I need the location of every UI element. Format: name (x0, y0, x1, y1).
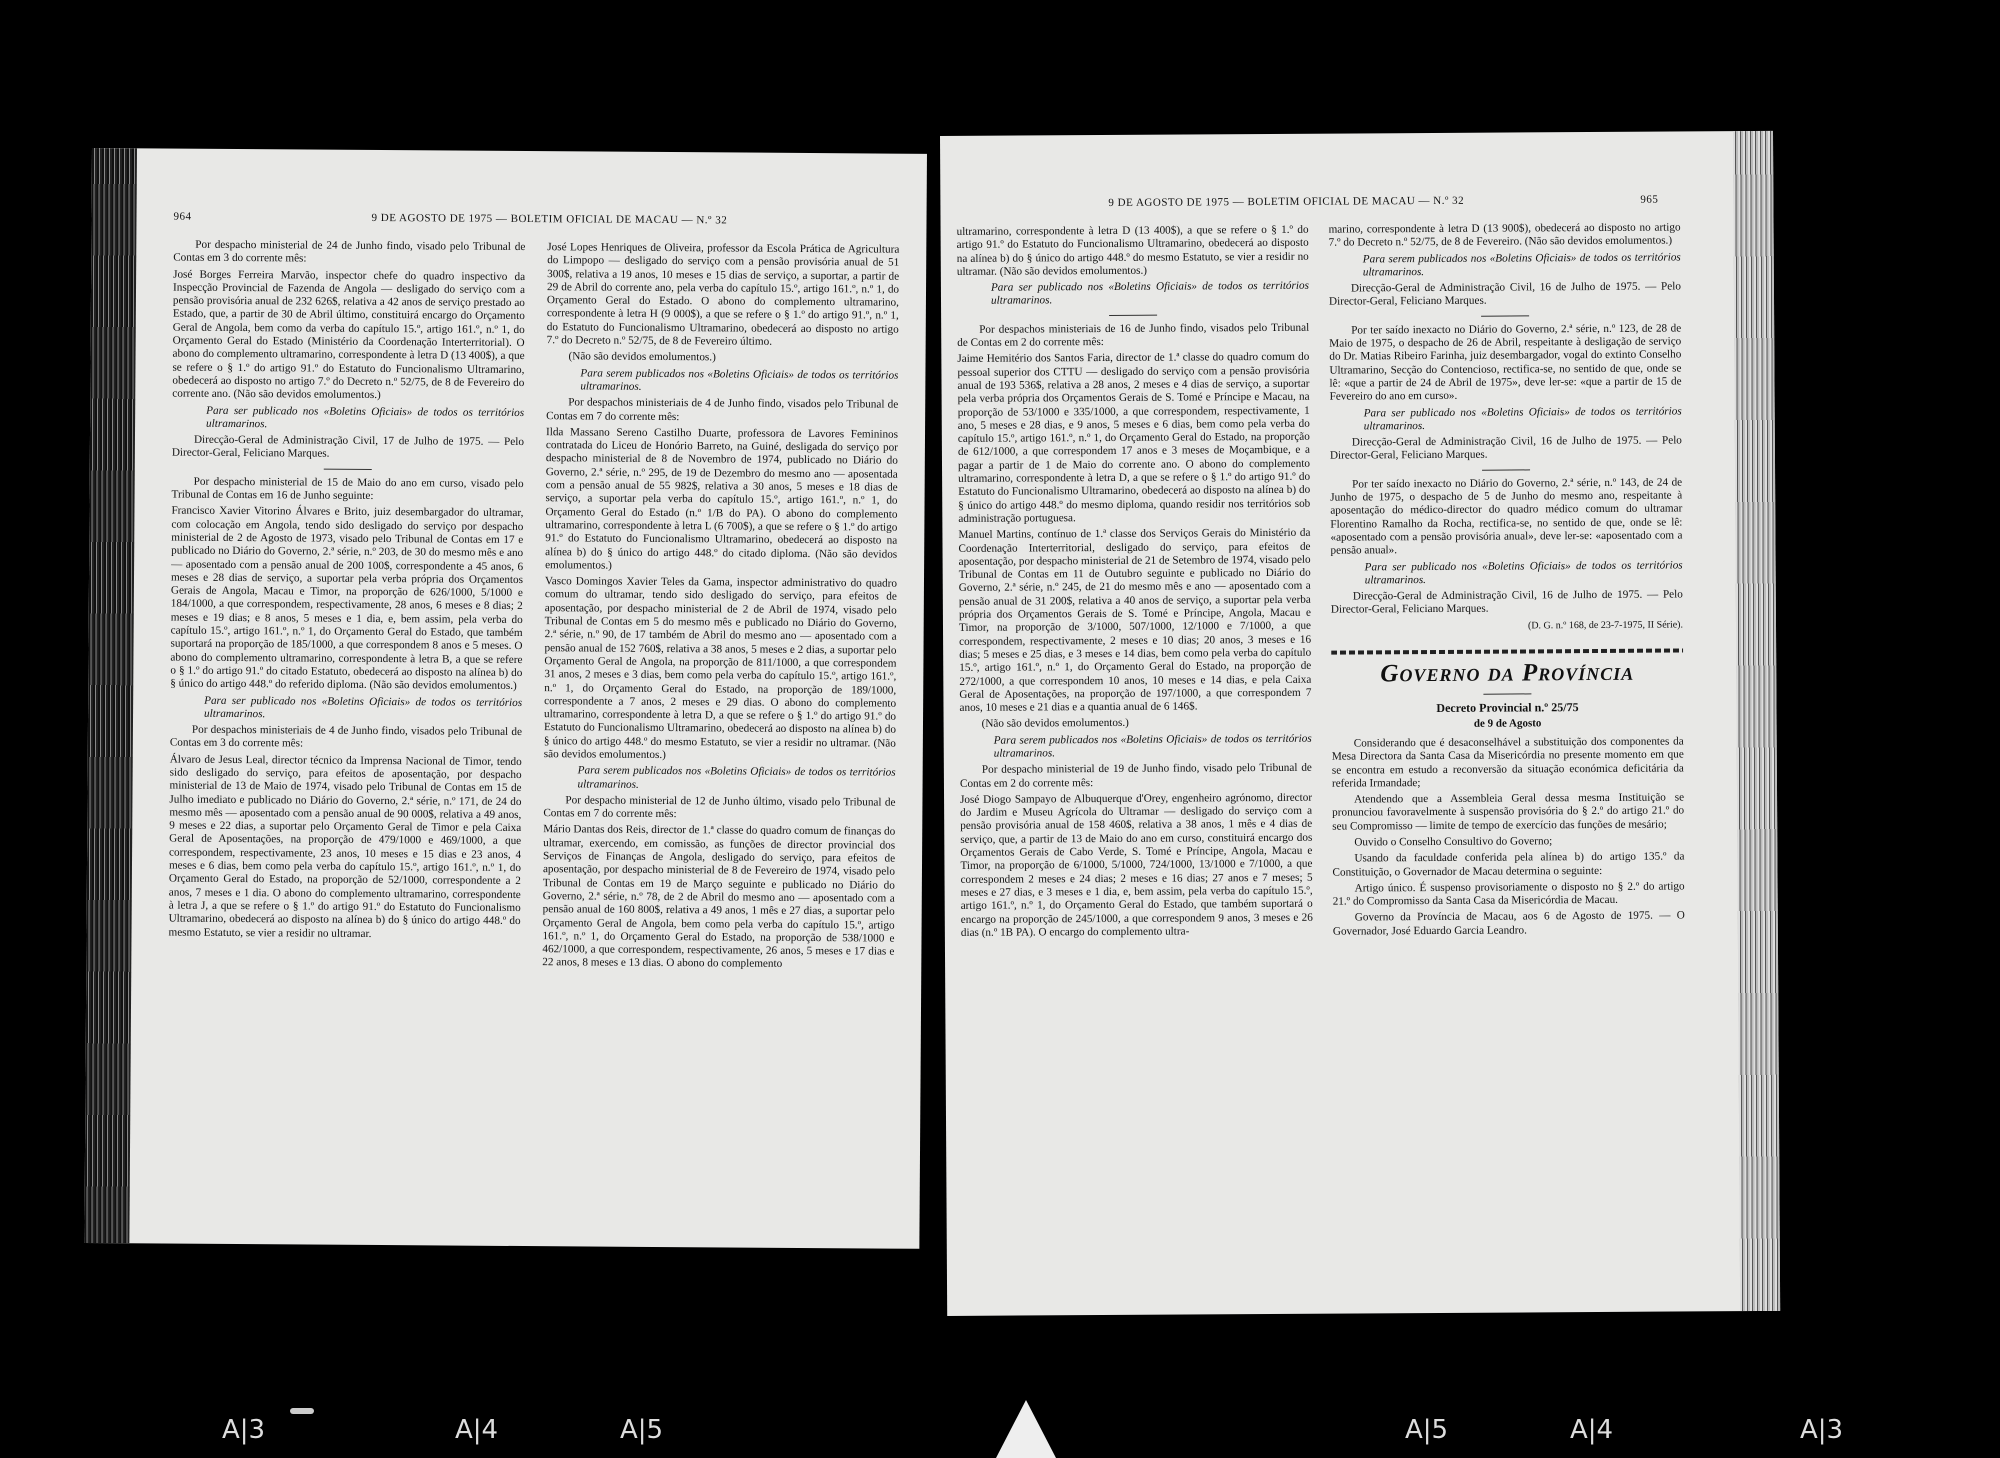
page-edge-shadow (1733, 131, 1780, 1311)
publication-note: Para ser publicado nos «Boletins Oficiais» de todos os territórios ultramarinos. (990, 279, 1309, 308)
paragraph: José Lopes Henriques de Oliveira, professor da Escola Prática de Agricultura do Limpopo — desligado do serviço com a pensão provisória anual de 51 300$, relativa a 19 anos, 10 meses e 15 dias de serviço, a suportar, a partir de 29 de Abril do corrente ano, pela verba do capítulo 15.º, artigo 161.º, n.º 1, do Orçamento Geral do Estado. O abono do complemento ultramarino, correspondente à letra H (9 000$), a que se refere o § 1.º do artigo 91.º, n.º 1, do Estatuto do Funcionalismo Ultramarino, obedecerá ao disposto no artigo 7.º do Decreto n.º 52/75, de 8 de Fevereiro último. (546, 241, 900, 348)
film-mark: A|5 (620, 1415, 664, 1445)
divider (1482, 469, 1530, 470)
paragraph: Por despacho ministerial de 24 de Junho findo, visado pelo Tribunal de Contas em 3 do corrente mês: (173, 238, 526, 265)
left-column-1 (168, 239, 525, 945)
paragraph: Por ter saído inexacto no Diário do Governo, 2.ª série, n.º 123, de 28 de Maio de 1975, o despacho de 26 de Abril, respeitante à desligação de serviço do Dr. Matias Ribeiro Farinha, juiz desembargador, vogal do extinto Conselho Ultramarino, Secção do Contencioso, rectifica-se, no sentido de que, onde se lê: «que a partir de 24 de Abril de 1975», deve ler-se: «que a partir de 15 de Fevereiro do ano em curso». (1329, 322, 1682, 403)
decree-paragraph: Ouvido o Conselho Consultivo do Governo; (1354, 835, 1553, 849)
paragraph: Por ter saído inexacto no Diário do Governo, 2.ª série, n.º 143, de 24 de Junho de 1975, o despacho de 5 de Junho do mesmo ano, respeitante à aposentação do médico-director do quadro médico comum do ultramar Florentino Ramalho da Rocha, rectifica-se, no sentido de que, onde se lê: «aposentado com a pensão provisória anual», deve ler-se: «aposentado com a pensão anual». (1330, 476, 1683, 557)
section-title: Governo da Província (1380, 658, 1635, 688)
paragraph: Por despachos ministeriais de 16 de Junho findo, visados pelo Tribunal de Contas em 2 do corrente mês: (957, 321, 1310, 349)
decree-paragraph: Artigo único. É suspenso provisoriamente o disposto no § 2.º do artigo 21.º do Compromisso da Santa Casa da Misericórdia de Macau. (1332, 880, 1685, 908)
publication-note: Para ser publicado nos «Boletins Oficiais» de todos os territórios ultramarinos. (204, 694, 523, 721)
decree-paragraph: Governo da Província de Macau, aos 6 de Agosto de 1975. — O Governador, José Eduardo Garcia Leandro. (1332, 909, 1685, 938)
page-header: 9 DE AGOSTO DE 1975 — BOLETIM OFICIAL DE MACAU — N.º 32 (1108, 194, 1465, 209)
paragraph: Direcção-Geral de Administração Civil, 16 de Julho de 1975. — Pelo Director-Geral, Feliciano Marques. (1329, 434, 1682, 463)
paragraph: Vasco Domingos Xavier Teles da Gama, inspector administrativo do quadro comum do ultramar, tendo sido desligado do serviço, para efeitos de aposentação, por despacho ministerial de 2 de Abril de 1974, visado pelo Tribunal de Contas em 5 do mesmo mês e publicado no Diário do Governo, 2.ª série, n.º 90, de 17 também de Abril do mesmo ano — aposentado com a pensão anual de 152 760$, relativa a 38 anos, 5 meses e 2 dias, a suportar pelo Orçamento Geral de Angola, na proporção de 811/1000, a que correspondem 31 anos, 2 meses e 3 dias, bem como pela verba do capítulo 15.º, artigo 161.º, n.º 1, do Orçamento Geral do Estado, na proporção de 189/1000, correspondente a 7 anos, 2 meses e 29 dias. O abono do complemento ultramarino, correspondente à letra D, a que se refere o § 1.º do artigo 91.º do Estatuto do Funcionalismo Ultramarino, obedecerá ao disposto na alínea b) do § único do artigo 448.º do mesmo Estatuto, se vier a residir no ultramar. (Não são devidos emolumentos.) (543, 575, 898, 762)
divider (1109, 314, 1157, 315)
paragraph: (Não são devidos emolumentos.) (981, 717, 1129, 731)
divider (1481, 315, 1529, 316)
right-column-2 (1329, 221, 1685, 941)
paragraph: Direcção-Geral de Administração Civil, 16 de Julho de 1975. — Pelo Director-Geral, Feliciano Marques. (1330, 588, 1683, 617)
paragraph: Ilda Massano Sereno Castilho Duarte, professora de Lavores Femininos contratada do Liceu de Honório Barreto, na Guiné, desligada do serviço por despacho ministerial de 8 de Novembro de 1974, publicado no Diário do Governo, 2.ª série, n.º 295, de 19 de Dezembro do mesmo ano — aposentada com a pensão anual de 55 982$, relativa a 30 anos, 5 meses e 18 dias de serviço, a suportar pela verba do capítulo 15.º, artigo 161.º, n.º 1, do Orçamento Geral do Estado (n.º 1/B do PA). O abono do complemento ultramarino, correspondente à letra L (6 700$), a que se refere o § 1.º do artigo 91.º do Estatuto do Funcionalismo Ultramarino, obedecerá ao disposto na alínea b) do § único do artigo 448.º do citado diploma. (Não são devidos emolumentos.) (545, 426, 899, 572)
publication-note: Para ser publicado nos «Boletins Oficiais» de todos os territórios ultramarinos. (1363, 405, 1682, 433)
film-mark: A|3 (222, 1415, 266, 1445)
paragraph: (D. G. n.º 168, de 23-7-1975, II Série). (1527, 619, 1684, 632)
divider (324, 468, 372, 469)
paragraph: Álvaro de Jesus Leal, director técnico da Imprensa Nacional de Timor, tendo sido desligado do serviço, para efeitos de aposentação, por despacho ministerial de 13 de Maio de 1974, visado pelo Tribunal de Contas em 15 de Julho imediato e publicado no Diário do Governo, 2.ª série, n.º 171, de 24 do mesmo mês — aposentado com a pensão anual de 90 000$, relativa a 49 anos, 9 meses e 22 dias, a suportar pelo Orçamento Geral de Timor e pela Caixa Geral de Aposentações, na proporção de 479/1000 e 469/1000, a que correspondem, respectivamente, 23 anos, 10 meses e 15 dias e 23 anos, 4 meses e 6 dias, bem como pela verba do capítulo 15.º, artigo 161.º, n.º 1, do Orçamento Geral do Estado, na proporção de 52/1000, correspondente a 2 anos, 7 meses e 1 dia. O abono do complemento ultramarino, correspondente à letra J, a que se refere o § 1.º do artigo 91.º do Estatuto do Funcionalismo Ultramarino, obedecerá ao disposto na alínea b) do § único do artigo 448.º do mesmo Estatuto, se vier a residir no ultramar. (168, 753, 522, 940)
decree-paragraph: Atendendo que a Assembleia Geral dessa mesma Instituição se pronunciou favoravelmente à suspensão provisória do § 2.º do artigo 21.º do seu Compromisso — limite de tempo de exercício das funções de mesário; (1332, 791, 1685, 833)
paragraph: Jaime Hemitério dos Santos Faria, director de 1.ª classe do quadro comum do pessoal superior dos CTTU — desligado do serviço com a pensão provisória anual de 193 536$, relativa a 28 anos, 2 meses e 4 dias de serviço, a suportar pela verba própria dos Orçamentos Gerais de S. Tomé e Príncipe e Macau, na proporção de 53/1000 e 335/1000, a que correspondem, respectivamente, 1 ano, 5 meses e 28 dias, e 9 anos, 5 meses e 6 dias, bem como pela verba do capítulo 15.º, artigo 161.º, n.º 1, do Orçamento Geral do Estado, na proporção de 612/1000, a que correspondem 17 anos e 3 meses de Moçambique, e a pagar a partir de 1 de Maio do corrente ano. O abono do complemento ultramarino, correspondente à letra D, a que se refere o § 1.º do artigo 91.º do Estatuto do Funcionalismo Ultramarino, obedecerá ao disposto na alínea b) do § único do artigo 448.º do mesmo diploma, quando residir nos territórios sob administração portuguesa. (957, 351, 1311, 525)
left-page (84, 148, 927, 1249)
publication-note: Para ser publicado nos «Boletins Oficiais» de todos os territórios ultramarinos. (206, 404, 525, 431)
paragraph: Direcção-Geral de Administração Civil, 17 de Julho de 1975. — Pelo Director-Geral, Feliciano Marques. (171, 433, 524, 461)
right-column-1 (957, 224, 1313, 943)
decree-paragraph: Considerando que é desaconselhável a substituição dos componentes da Mesa Directora da Santa Casa da Misericórdia no presente momento em que se encontra em estudo a reconversão da situação económica deficitária da referida Irmandade; (1331, 735, 1684, 790)
film-artifact (290, 1408, 314, 1414)
paragraph: Por despacho ministerial de 19 de Junho findo, visado pelo Tribunal de Contas em 2 do corrente mês: (959, 762, 1312, 790)
decree-title: Decreto Provincial n.º 25/75 (1436, 700, 1579, 716)
left-column-2 (542, 241, 899, 975)
film-mark: A|5 (1405, 1415, 1449, 1445)
paragraph: marino, correspondente à letra D (13 900$), obedecerá ao disposto no artigo 7.º do Decreto n.º 52/75, de 8 de Fevereiro. (Não são devidos emolumentos.) (1328, 221, 1681, 249)
film-mark: A|4 (1570, 1415, 1614, 1445)
ornamental-divider (1331, 645, 1683, 657)
publication-note: Para serem publicados nos «Boletins Oficiais» de todos os territórios ultramarinos. (577, 764, 896, 791)
decree-body (1332, 735, 1685, 938)
page-header: 9 DE AGOSTO DE 1975 — BOLETIM OFICIAL DE MACAU — N.º 32 (371, 211, 728, 227)
paragraph: Por despachos ministeriais de 4 de Junho findo, visados pelo Tribunal de Contas em 3 do corrente mês: (169, 723, 522, 750)
paragraph: José Borges Ferreira Marvão, inspector chefe do quadro inspectivo da Inspecção Provincial de Fazenda de Angola — desligado do serviço com a pensão provisória anual de 232 626$, relativa a 42 anos de serviço prestado ao Estado, que, a partir de 30 de Abril último, constituirá encargo do Orçamento Geral de Angola, bem como da verba do capítulo 15.º, artigo 161.º, n.º 1, do Orçamento Geral do Estado (Ministério da Coordenação Interterritorial). O abono do complemento ultramarino, correspondente à letra D (13 400$), a que se refere o § 1.º do artigo 91.º do Estatuto do Funcionalismo Ultramarino, obedecerá ao disposto no artigo 7.º do Decreto n.º 52/75, de 8 de Fevereiro do corrente ano. (Não são devidos emolumentos.) (172, 268, 526, 402)
paragraph: Por despacho ministerial de 15 de Maio do ano em curso, visado pelo Tribunal de Contas em 16 de Junho seguinte: (171, 475, 524, 503)
page-number: 964 (173, 210, 192, 223)
paragraph: Mário Dantas dos Reis, director de 1.ª classe do quadro comum de finanças do ultramar, exercendo, em comissão, as funções de director provincial dos Serviços de Finanças de Angola, desligado do serviço, para efeitos de aposentação, por despacho ministerial de 8 de Fevereiro de 1974, visado pelo Tribunal de Contas em 19 de Março seguinte e publicado no Diário do Governo, 2.ª série, n.º 78, de 2 de Abril do mesmo ano — aposentado com a pensão anual de 160 800$, relativa a 49 anos, 1 mês e 27 dias, a suportar pelo Orçamento Geral de Angola, bem como pela verba do capítulo 15.º, artigo 161.º, n.º 1, do Orçamento Geral do Estado, na proporção de 538/1000 e 462/1000, a que correspondem, respectivamente, 26 anos, 5 meses e 17 dias e 22 anos, 8 meses e 13 dias. O abono do complemento (542, 823, 896, 971)
film-arrow-mark (996, 1400, 1056, 1458)
divider (1483, 694, 1531, 695)
film-mark: A|3 (1800, 1415, 1844, 1445)
decree-date: de 9 de Agosto (1473, 716, 1542, 730)
publication-note: Para ser publicado nos «Boletins Oficiais» de todos os territórios ultramarinos. (1364, 559, 1683, 587)
right-page (940, 131, 1780, 1316)
page-edge-shadow (84, 148, 137, 1243)
paragraph: Francisco Xavier Vitorino Álvares e Brito, juiz desembargador do ultramar, com colocação em Angola, tendo sido desligado do serviço por despacho ministerial de 2 de Agosto de 1973, visado pelo Tribunal de Contas em 17 e publicado no Diário do Governo, 2.ª série, n.º 203, de 30 do mesmo mês e ano — aposentado com a pensão anual de 200 100$, correspondente a 45 anos, 6 meses e 28 dias de serviço, a suportar pela verba própria dos Orçamentos Gerais de Angola, Macau e Timor, na proporção de 626/1000, 5/1000 e 184/1000, a que correspondem, respectivamente, 28 anos, 6 meses e 8 dias; 2 meses e 19 dias; e 8 anos, 5 meses e 1 dia, e, bem assim, pela verba do capítulo 15.º, artigo 161.º, n.º 1, do Orçamento Geral do Estado, que também suportará na proporção de 185/1000, a que correspondem 8 anos e 5 meses. O abono do complemento ultramarino, correspondente à letra B, a que se refere o § 1.º do artigo 91.º do citado Estatuto, obedecerá ao disposto na alínea b) do § único do artigo 448.º do referido diploma. (Não são devidos emolumentos.) (170, 504, 524, 693)
decree-paragraph: Usando da faculdade conferida pela alínea b) do artigo 135.º da Constituição, o Governador de Macau determina o seguinte: (1332, 850, 1685, 879)
paragraph: Manuel Martins, contínuo de 1.ª classe dos Serviços Gerais do Ministério da Coordenação Interterritorial, desligado do serviço, para efeitos de aposentação, por despacho ministerial de 21 de Setembro de 1974, visado pelo Tribunal de Contas em 11 de Outubro seguinte e publicado no Diário do Governo, 2.ª série, n.º 245, de 21 do mesmo mês e ano — aposentado com a pensão anual de 31 200$, relativa a 40 anos de serviço, a suportar pela verba própria dos Orçamentos Gerais de S. Tomé e Príncipe, Angola, Macau e Timor, na proporção de 3/1000, 507/1000, 12/1000 e 7/1000, a que correspondem, respectivamente, 2 meses e 10 dias; 20 anos, 3 meses e 16 dias; 5 meses e 25 dias, e 3 meses e 14 dias, bem como pela verba do capítulo 15.º, artigo 161.º, n.º 1, do Orçamento Geral do Estado, na proporção de 272/1000, a que correspondem 10 anos, 10 meses e 14 dias, e pela Caixa Geral de Aposentações, na proporção de 197/1000, a que correspondem 7 anos, 10 meses e 21 dias e a quantia anual de 6 146$. (958, 526, 1312, 714)
publication-note: Para serem publicados nos «Boletins Oficiais» de todos os territórios ultramarinos. (580, 367, 899, 393)
paragraph: Direcção-Geral de Administração Civil, 16 de Julho de 1975. — Pelo Director-Geral, Feliciano Marques. (1328, 280, 1681, 309)
paragraph: (Não são devidos emolumentos.) (568, 350, 716, 364)
paragraph: Por despachos ministeriais de 4 de Junho findo, visados pelo Tribunal de Contas em 7 do corrente mês: (546, 396, 899, 423)
paragraph: ultramarino, correspondente à letra D (13 400$), a que se refere o § 1.º do artigo 91.º do Estatuto do Funcionalismo Ultramarino, obedecerá ao disposto na alínea b) do § único do artigo 448.º do mesmo Estatuto, se vier a residir no ultramar. (Não são devidos emolumentos.) (956, 223, 1309, 278)
publication-note: Para serem publicados nos «Boletins Oficiais» de todos os territórios ultramarinos. (1362, 251, 1681, 279)
paragraph: Por despacho ministerial de 12 de Junho último, visado pelo Tribunal de Contas em 7 do corrente mês: (543, 794, 896, 821)
right-column-2-text (1329, 221, 1683, 633)
publication-note: Para serem publicados nos «Boletins Oficiais» de todos os territórios ultramarinos. (993, 732, 1312, 760)
film-mark: A|4 (455, 1415, 499, 1445)
paragraph: José Diogo Sampayo de Albuquerque d'Orey, engenheiro agrónomo, director do Jardim e Museu Agrícola do Ultramar — desligado do serviço com a pensão provisória anual de 158 460$, relativa a 38 anos, 1 mês e 4 dias de serviço, que, a partir de 13 de Maio do ano em curso, constituirá encargo dos Orçamentos Gerais de Cabo Verde, S. Tomé e Príncipe, Angola, Macau e Timor, na proporção de 6/1000, 5/1000, 724/1000, 13/1000 e 7/1000, a que correspondem 2 meses e 24 dias; 2 meses e 16 dias; 27 anos e 7 meses; 5 meses e 27 dias, e 3 meses e 1 dia, e, bem assim, pela verba do capítulo 15.º, artigo 161.º, n.º 1, do Orçamento Geral do Estado, que também suportará o encargo na proporção de 245/1000, a que correspondem 9 anos, 3 meses e 26 dias (n.º 1B PA). O encargo do complemento ultra- (960, 791, 1313, 939)
page-number: 965 (1640, 193, 1659, 206)
